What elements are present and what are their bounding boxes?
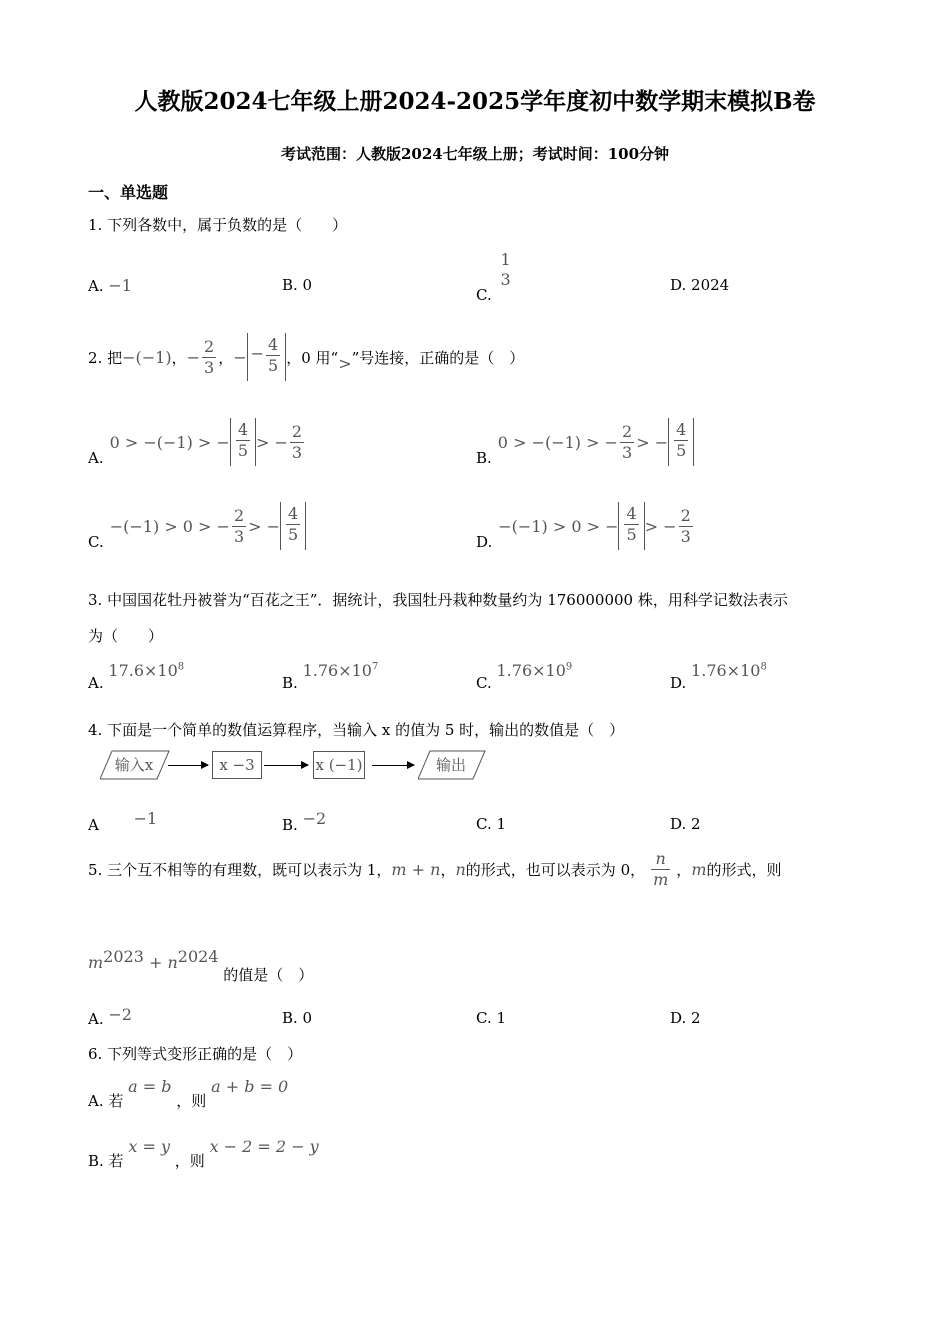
q4-option-d: D. 2 (670, 815, 701, 833)
question-3-stem-line1: 3. 中国国花牡丹被誉为“百花之王”．据统计，我国牡丹栽种数量约为 176000000 株，用科学记数法表示 (88, 591, 788, 609)
q2-option-c: C. −(−1) > 0 > − $\frac{2}{3}$ > − $\frac{4}{5}$ (88, 502, 306, 550)
page-title: 人教版2024七年级上册2024-2025学年度初中数学期末模拟B卷 (134, 88, 816, 115)
q3-option-c: C. $1.76\times 10^9$ (476, 661, 573, 692)
q2-option-a: A. 0 > −(−1) > − $\frac{4}{5}$ > − $\frac{2}{3}$ (88, 420, 303, 467)
question-3-stem-line2: 为（ ） (88, 627, 164, 645)
flow-input-label: 输入x (114, 756, 154, 774)
q6-option-a: A. 若 a = b ，则 a + b = 0 (88, 1077, 289, 1110)
q3-option-d: D. $1.76\times 10^8$ (670, 661, 767, 692)
q1-option-b: B. 0 (282, 276, 313, 294)
flow-step-2: x (−1) (313, 751, 365, 779)
flow-arrow-1 (168, 765, 208, 766)
q4-option-c: C. 1 (476, 815, 507, 833)
q5-option-d: D. 2 (670, 1009, 701, 1027)
question-5-stem-line2: $m^{2023} + n^{2024}$ 的值是（ ） (88, 947, 314, 984)
question-5-stem: 5. 三个互不相等的有理数，既可以表示为 1， m + n ， n 的形式，也可以表示为 0， $\frac{n}{m}$ ， m 的形式，则 (88, 849, 782, 889)
question-2-stem: 2. 把 −(−1) ， − $\frac{2}{3}$ ， − − $\frac{4}{5}$ ，0 用“ > ”号连接，正确的是（ ） (88, 333, 524, 381)
q5-option-b: B. 0 (282, 1009, 313, 1027)
q4-option-a: A −1 (88, 809, 158, 834)
question-1-stem: 1. 下列各数中，属于负数的是（ ） (88, 216, 348, 234)
section-heading: 一、单选题 (88, 183, 169, 202)
q3-option-a: A. $17.6\times 10^8$ (88, 661, 185, 692)
q5-option-a: A. −2 (88, 1005, 132, 1028)
exam-info: 考试范围：人教版2024七年级上册；考试时间：100分钟 (280, 145, 670, 163)
q5-option-c: C. 1 (476, 1009, 507, 1027)
q2-option-b: B. 0 > −(−1) > − $\frac{2}{3}$ > − $\frac{4}{5}$ (476, 418, 694, 466)
q3-option-b: B. $1.76\times 10^7$ (282, 661, 379, 692)
question-6-stem: 6. 下列等式变形正确的是（ ） (88, 1045, 303, 1063)
flow-arrow-2 (264, 765, 308, 766)
flow-arrow-3 (372, 765, 414, 766)
flow-output-label: 输出 (435, 756, 466, 774)
question-4-stem: 4. 下面是一个简单的数值运算程序，当输入 x 的值为 5 时，输出的数值是（ ） (88, 721, 625, 739)
q1-option-a: A. −1 (88, 276, 132, 295)
q4-option-b: B. −2 (282, 809, 327, 834)
flow-step-1: x −3 (212, 751, 262, 779)
q6-option-b: B. 若 x = y ，则 x − 2 = 2 − y (88, 1137, 319, 1170)
q1-option-c: C. 1 3 (476, 250, 511, 304)
q1-option-d: D. 2024 (670, 276, 730, 294)
q2-option-d: D. −(−1) > 0 > − $\frac{4}{5}$ > − $\frac{2}{3}$ (476, 504, 691, 551)
